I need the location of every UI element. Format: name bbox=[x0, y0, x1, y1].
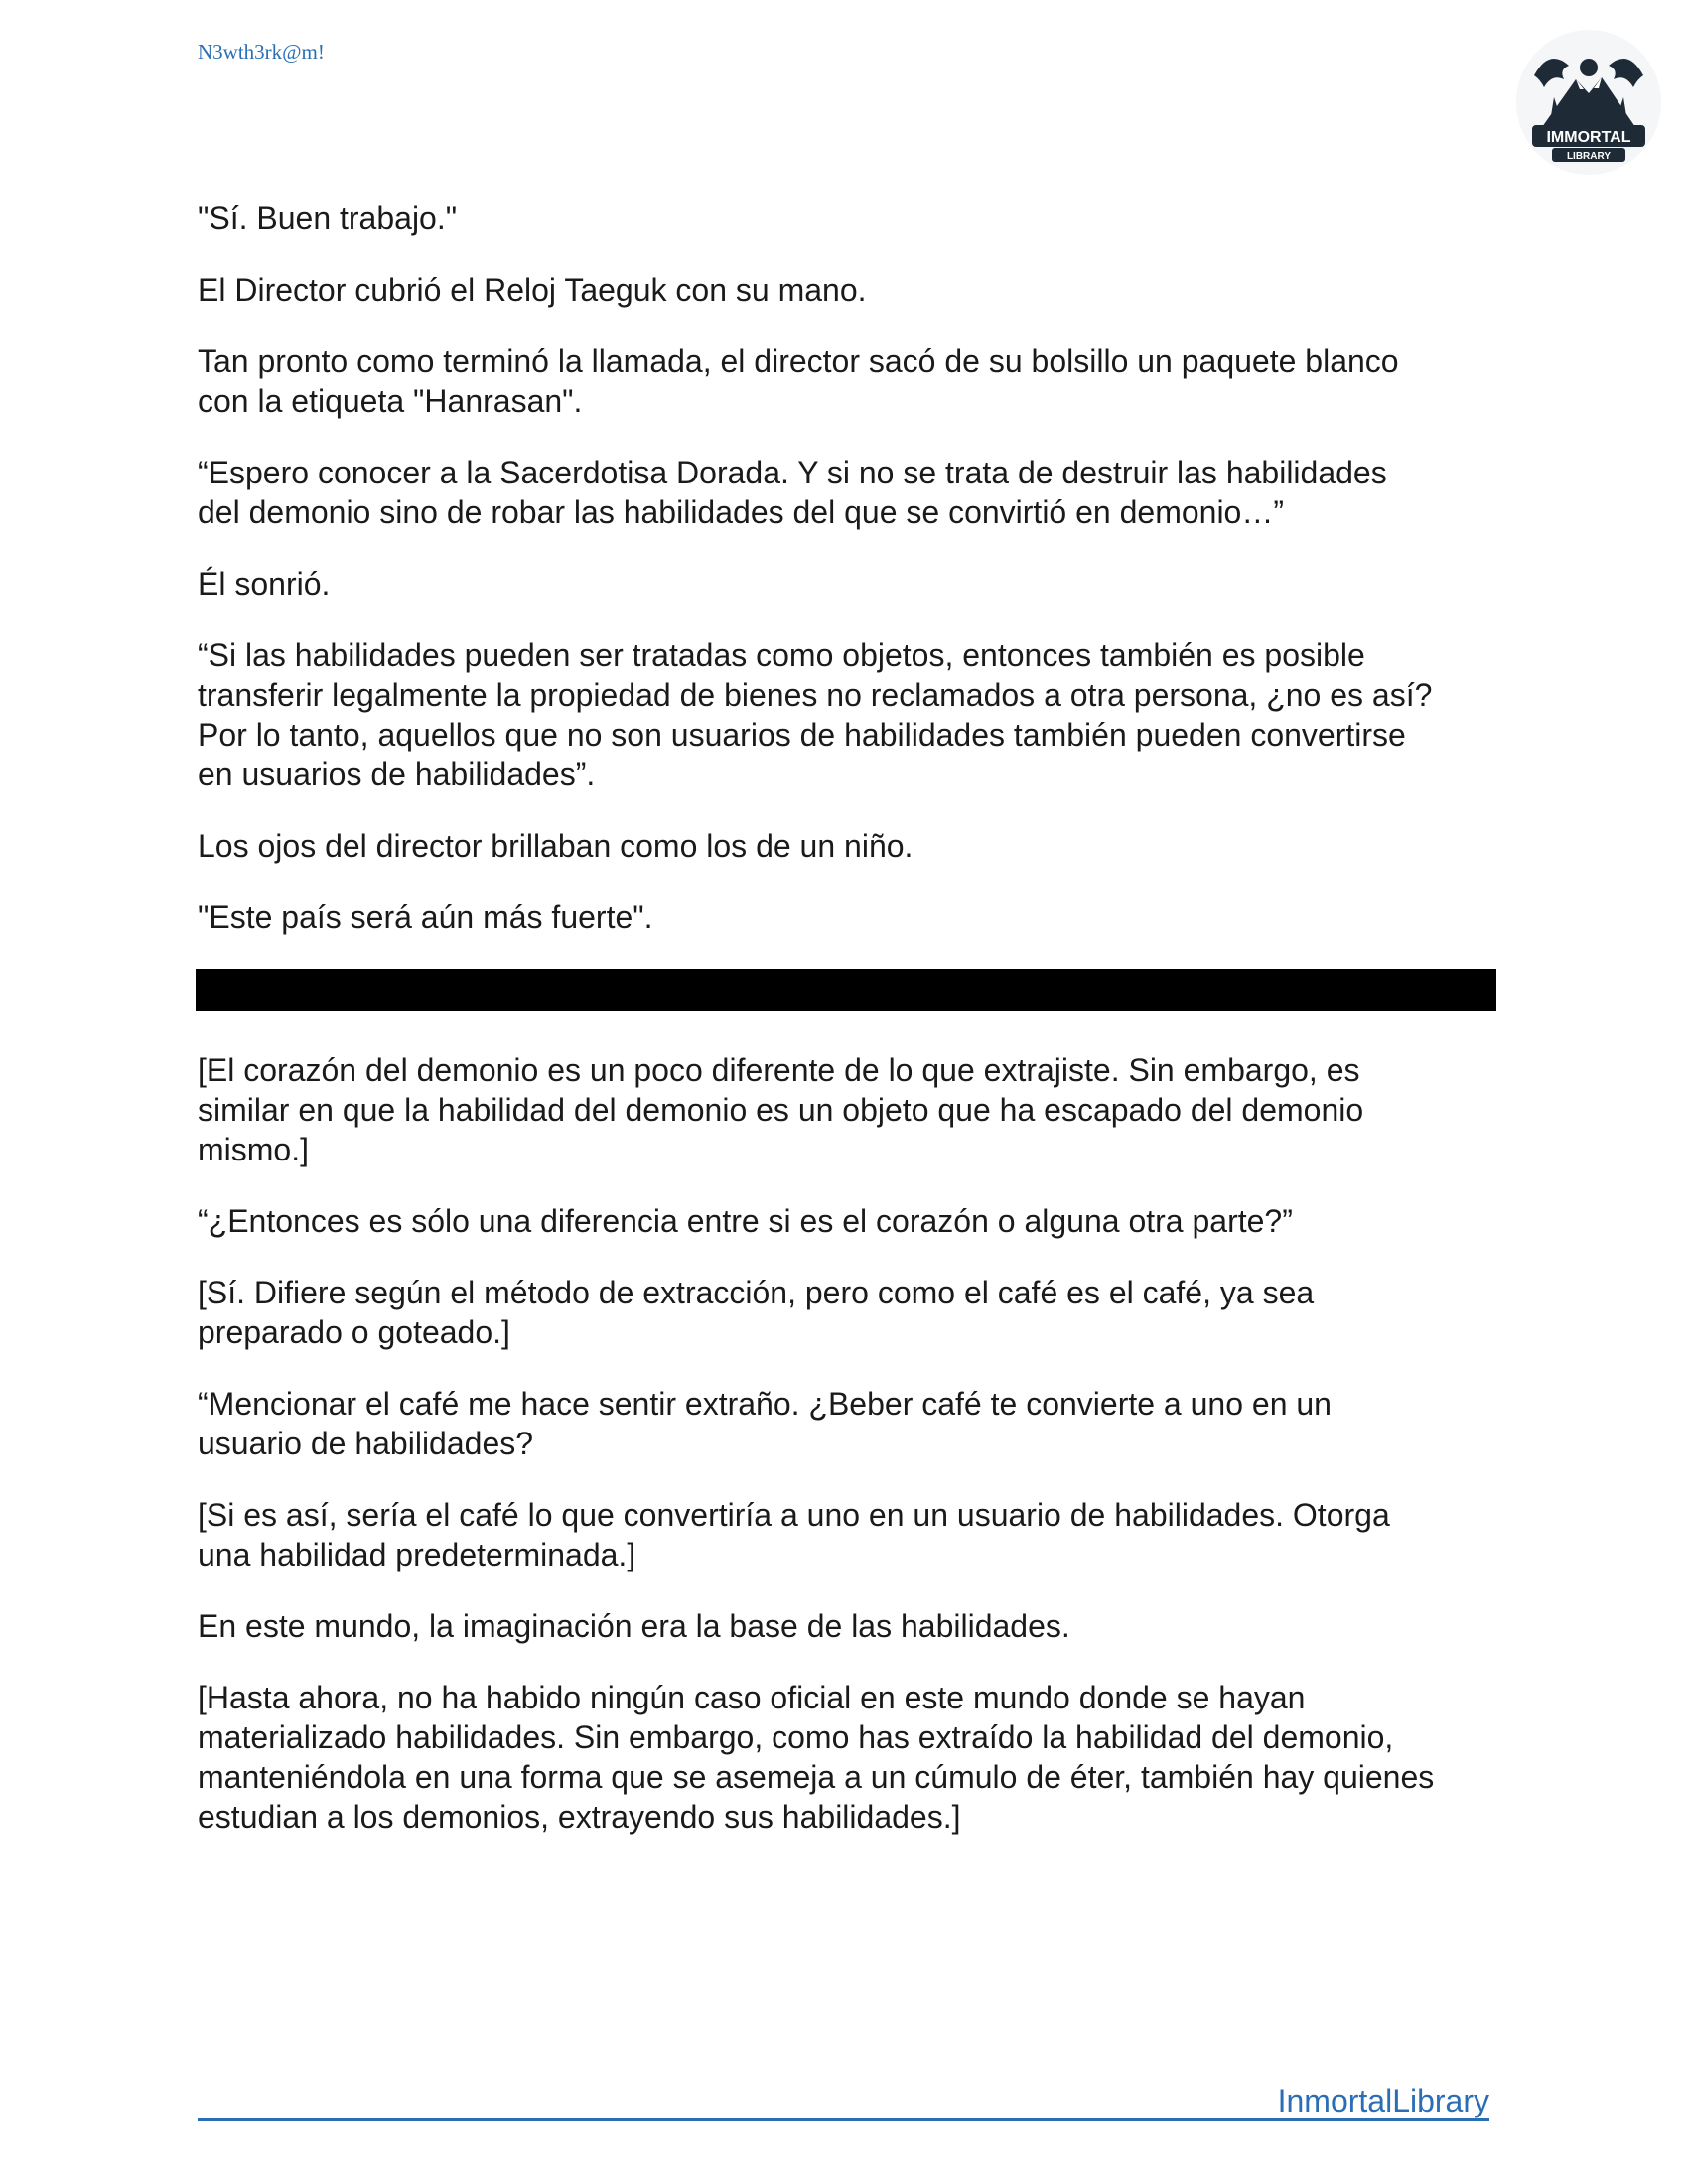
paragraph: [Si es así, sería el café lo que convertiría a uno en un usuario de habilidades. Otorga una habilidad predeterminada.] bbox=[198, 1497, 1390, 1572]
paragraph: [El corazón del demonio es un poco diferente de lo que extrajiste. Sin embargo, es similar en que la habilidad del demonio es un objeto que ha escapado del demonio mismo.] bbox=[198, 1052, 1364, 1167]
paragraph: “Si las habilidades pueden ser tratadas como objetos, entonces también es posible transferir legalmente la propiedad de bienes no reclamados a otra persona, ¿no es así? Por lo tanto, aquellos que no son usuarios de habilidades también pueden convertirse en usuarios de habilidades”. bbox=[198, 637, 1433, 792]
paragraph: "Este país será aún más fuerte". bbox=[198, 899, 653, 935]
paragraph: “Espero conocer a la Sacerdotisa Dorada. Y si no se trata de destruir las habilidades del demonio sino de robar las habilidades del que se convirtió en demonio…” bbox=[198, 455, 1387, 530]
paragraph: Tan pronto como terminó la llamada, el director sacó de su bolsillo un paquete blanco con la etiqueta "Hanrasan". bbox=[198, 343, 1399, 419]
paragraph: “¿Entonces es sólo una diferencia entre si es el corazón o alguna otra parte?” bbox=[198, 1203, 1293, 1239]
logo-text-top: IMMORTAL bbox=[1546, 129, 1631, 146]
paragraph: "Sí. Buen trabajo." bbox=[198, 201, 458, 236]
paragraph: “Mencionar el café me hace sentir extraño. ¿Beber café te convierte a uno en un usuario de habilidades? bbox=[198, 1386, 1332, 1461]
paragraph: Él sonrió. bbox=[198, 566, 331, 602]
logo-text-bottom: LIBRARY bbox=[1566, 151, 1612, 162]
watermark-text: N3wth3rk@m! bbox=[198, 40, 325, 64]
page-footer bbox=[198, 2079, 1489, 2121]
section-divider-bar bbox=[196, 969, 1496, 1011]
paragraph: Los ojos del director brillaban como los de un niño. bbox=[198, 828, 914, 864]
immortal-library-logo bbox=[1514, 28, 1663, 177]
paragraph: El Director cubrió el Reloj Taeguk con su mano. bbox=[198, 272, 867, 308]
paragraph: En este mundo, la imaginación era la base de las habilidades. bbox=[198, 1608, 1070, 1644]
paragraph: [Hasta ahora, no ha habido ningún caso oficial en este mundo donde se hayan materializado habilidades. Sin embargo, como has extraído la habilidad del demonio, manteniéndola en una forma que se asemeja a un cúmulo de éter, también hay quienes estudian a los demonios, extrayendo sus habilidades.] bbox=[198, 1680, 1435, 1835]
footer-library-link[interactable]: InmortalLibrary bbox=[1277, 2083, 1489, 2118]
paragraph: [Sí. Difiere según el método de extracción, pero como el café es el café, ya sea preparado o goteado.] bbox=[198, 1275, 1315, 1350]
document-body bbox=[198, 199, 1498, 1868]
